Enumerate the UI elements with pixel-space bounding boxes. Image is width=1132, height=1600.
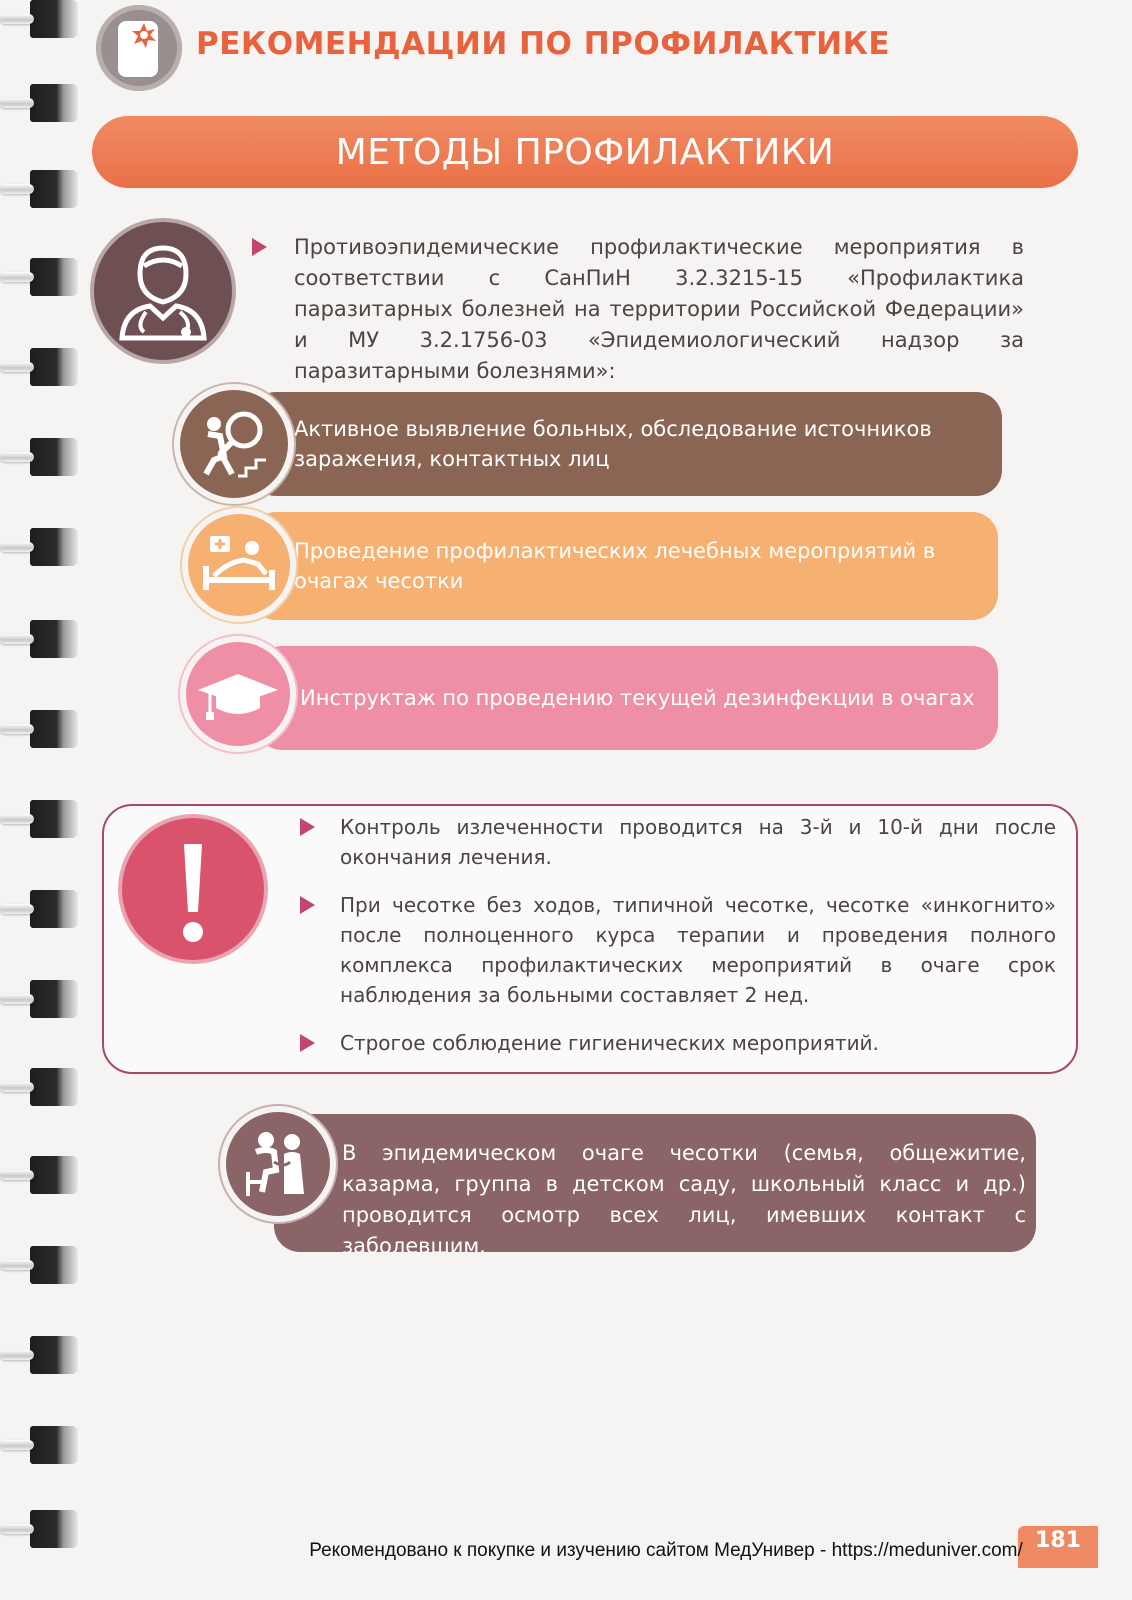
footer-recommendation: Рекомендовано к покупке и изучению сайтом МедУнивер - https://meduniver.com/ (309, 1540, 1023, 1561)
method-label: Инструктаж по проведению текущей дезинфекции в очагах (300, 686, 975, 710)
method-label: Проведение профилактических лечебных мероприятий в очагах чесотки (294, 539, 936, 593)
method-icon-badge (180, 390, 288, 498)
search-person-icon (180, 390, 288, 498)
note-icon-badge (226, 1112, 330, 1216)
method-item-detection (250, 392, 1002, 496)
hospital-bed-icon (188, 514, 290, 616)
spiral-binding (0, 0, 90, 1600)
method-item-treatment (250, 512, 998, 620)
header-badge (96, 5, 182, 91)
section-banner (92, 116, 1078, 188)
method-icon-badge (188, 514, 290, 616)
bullet-icon (300, 896, 315, 914)
graduation-cap-icon (186, 642, 290, 746)
bullet-icon (252, 238, 267, 256)
focus-note-text: В эпидемическом очаге чесотки (семья, общежитие, казарма, группа в детском саду, школьный класс и др.) проводится осмотр всех лиц, имевших контакт с заболевшим. (342, 1141, 1026, 1258)
bullet-icon (300, 818, 315, 836)
warning-item (300, 812, 1056, 872)
focus-note-box (274, 1114, 1036, 1258)
warning-item (300, 1028, 1056, 1058)
method-item-instruction (256, 646, 998, 750)
banner-title: МЕТОДЫ ПРОФИЛАКТИКИ (335, 131, 835, 173)
doctor-badge (94, 222, 232, 360)
shield-star-icon (96, 5, 182, 91)
page-section-title: РЕКОМЕНДАЦИИ ПО ПРОФИЛАКТИКЕ (196, 26, 891, 62)
method-icon-badge (186, 642, 290, 746)
intro-paragraph: Противоэпидемические профилактические мероприятия в соответствии с СанПиН 3.2.3215-15 «Профилактика паразитарных болезней на территории Российской Федерации» и МУ 3.2.1756-03 «Эпидемиологический надзор за паразитарными болезнями»: (294, 235, 1024, 383)
doctor-icon (94, 222, 232, 360)
bullet-icon (300, 1034, 315, 1052)
method-label: Активное выявление больных, обследование источников заражения, контактных лиц (294, 417, 932, 471)
warning-item (300, 890, 1056, 1010)
warning-badge (122, 818, 264, 960)
warning-item-text: Контроль излеченности проводится на 3-й и 10-й дни после окончания лечения. (340, 815, 1056, 869)
page-number: 181 (1018, 1526, 1098, 1568)
warning-item-text: Строгое соблюдение гигиенических мероприятий. (340, 1031, 879, 1055)
warning-item-text: При чесотке без ходов, типичной чесотке, чесотке «инкогнито» после полноценного курса терапии и проведения полного комплекса профилактических мероприятий в очаге срок наблюдения за больными составляет 2 нед. (340, 893, 1056, 1007)
doctor-patient-icon (226, 1112, 330, 1216)
exclamation-icon (122, 818, 264, 960)
